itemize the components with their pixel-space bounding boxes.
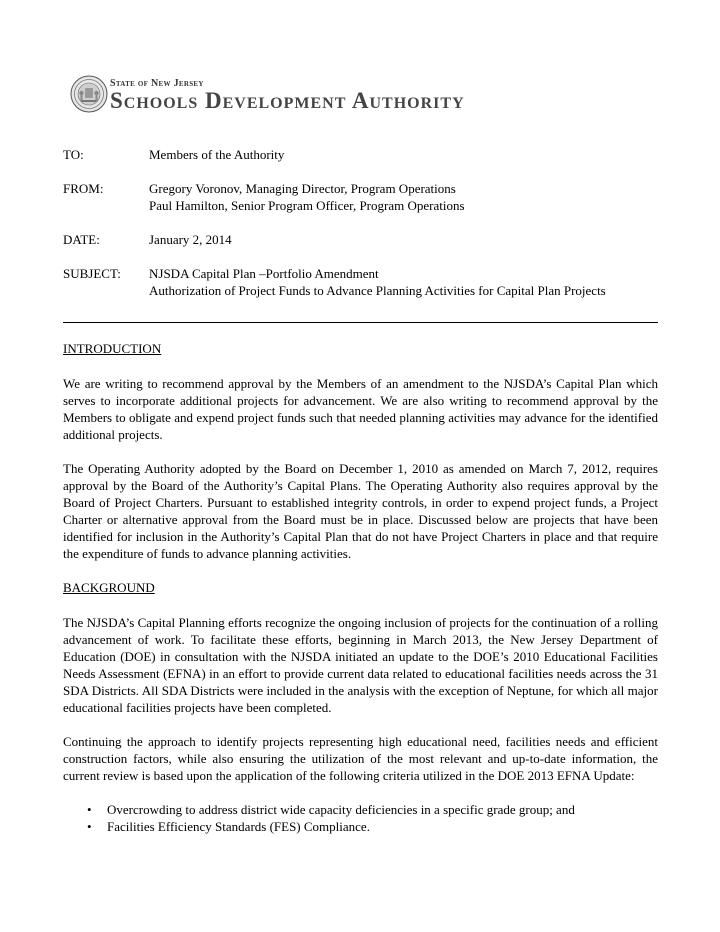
- memo-from-line: Paul Hamilton, Senior Program Officer, Program Operations: [149, 198, 465, 213]
- list-item-text: Facilities Efficiency Standards (FES) Compliance.: [107, 819, 370, 834]
- memo-date-label: DATE:: [63, 232, 100, 247]
- background-paragraph-1: The NJSDA’s Capital Planning efforts recognize the ongoing inclusion of projects for the continuation of a rolling advancement of work. To facilitate these efforts, beginning in March 2013, the New Jersey Department of Education (DOE) in consultation with the NJSDA initiated an update to the DOE’s 2010 Educational Facilities Needs Assessment (EFNA) in an effort to provide current data related to educational facilities needs across the 31 SDA Districts. All SDA Districts were included in the analysis with the exception of Neptune, for which all major educational facilities projects have been completed.: [63, 615, 658, 715]
- header-divider: [63, 322, 658, 323]
- intro-paragraph-2: The Operating Authority adopted by the Board on December 1, 2010 as amended on March 7, 2012, requires approval by the Board of the Authority’s Capital Plans. The Operating Authority also requires approval by the Board of Project Charters. Pursuant to established integrity controls, in order to expend project funds, a Project Charter or alternative approval from the Board must be in place. Discussed below are projects that have been identified for inclusion in the Authority’s Capital Plan that do not have Project Charters in place and that require the expenditure of funds to advance planning activities.: [63, 461, 658, 561]
- section-heading-background: BACKGROUND: [63, 580, 155, 595]
- nj-state-seal-icon: [70, 75, 108, 113]
- letterhead-state: State of New Jersey: [110, 78, 204, 89]
- memo-body: [63, 340, 658, 835]
- memo-to-label: TO:: [63, 147, 84, 162]
- section-heading-introduction: INTRODUCTION: [63, 341, 162, 356]
- letterhead: [70, 73, 550, 117]
- memo-subject-line: NJSDA Capital Plan –Portfolio Amendment: [149, 266, 379, 281]
- memo-date-row: [63, 231, 663, 248]
- memo-from-row: [63, 180, 663, 214]
- background-paragraph-2: Continuing the approach to identify projects representing high educational need, facilities needs and efficient construction factors, while also ensuring the utilization of the most relevant and up-to-date information, the current review is based upon the application of the following criteria utilized in the DOE 2013 EFNA Update:: [63, 734, 658, 783]
- memo-from-label: FROM:: [63, 181, 104, 196]
- memo-subject-row: [63, 265, 663, 299]
- memo-to-row: [63, 146, 663, 163]
- criteria-list: [63, 801, 658, 835]
- bullet-icon: •: [87, 802, 92, 817]
- list-item-text: Overcrowding to address district wide capacity deficiencies in a specific grade group; and: [107, 802, 575, 817]
- list-item: [87, 818, 658, 835]
- list-item: [87, 801, 658, 818]
- bullet-icon: •: [87, 819, 92, 834]
- intro-paragraph-1: We are writing to recommend approval by the Members of an amendment to the NJSDA’s Capital Plan which serves to incorporate additional projects for advancement. We are also writing to recommend approval by the Members to obligate and expend project funds such that needed planning activities may advance for the identified additional projects.: [63, 376, 658, 442]
- memo-header: [63, 146, 663, 316]
- letterhead-org: Schools Development Authority: [110, 88, 465, 113]
- memo-from-line: Gregory Voronov, Managing Director, Program Operations: [149, 181, 456, 196]
- memo-to-value: Members of the Authority: [149, 147, 285, 162]
- memo-date-value: January 2, 2014: [149, 232, 232, 247]
- memo-subject-label: SUBJECT:: [63, 266, 121, 281]
- memo-subject-line: Authorization of Project Funds to Advance Planning Activities for Capital Plan Projects: [149, 283, 606, 298]
